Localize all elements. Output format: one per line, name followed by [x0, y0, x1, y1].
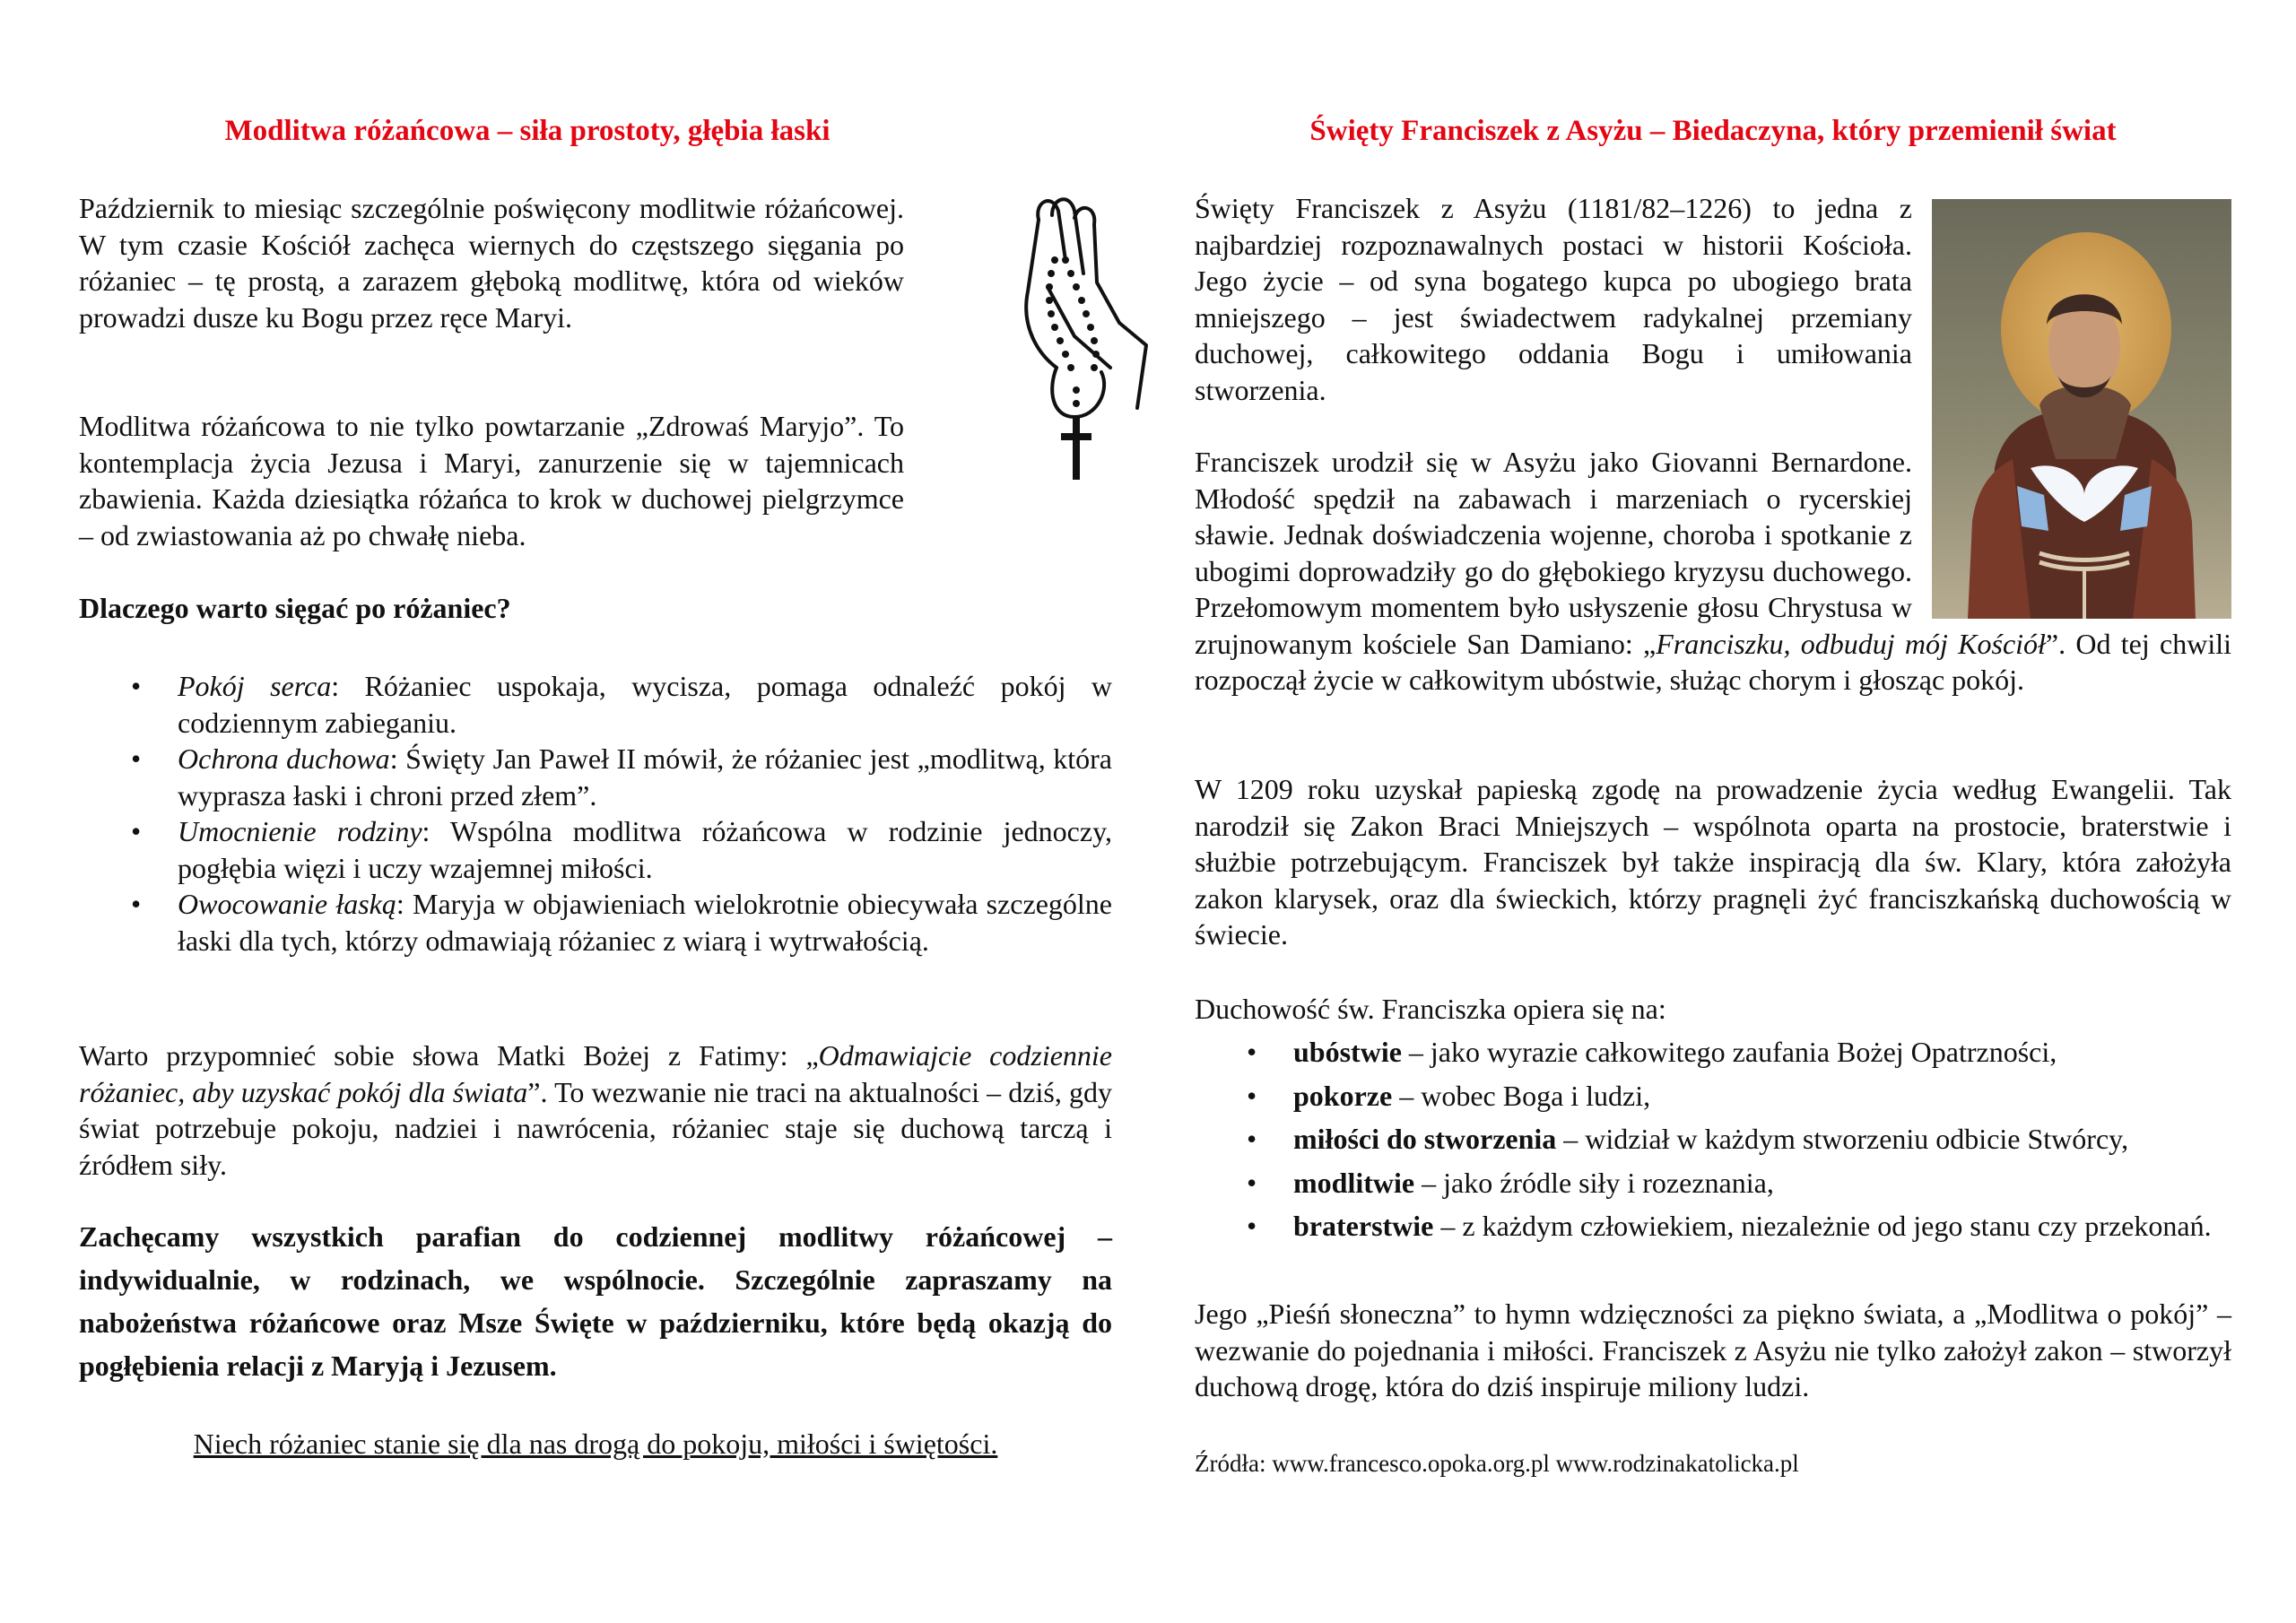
list-item-term: Umocnienie rodziny: [178, 815, 422, 847]
list-item-term: pokorze: [1293, 1079, 1393, 1112]
text-run: Warto przypomnieć sobie słowa Matki Bożej z Fatimy: „: [79, 1039, 819, 1072]
list-item: [131, 813, 1113, 886]
rosary-benefits-list: [79, 668, 1112, 959]
list-item-text: – z każdym człowiekiem, niezależnie od jego stanu czy przekonań.: [1433, 1210, 2212, 1242]
bullet-icon: •: [1247, 1210, 1257, 1242]
bullet-icon: •: [1247, 1166, 1257, 1199]
rosary-contemplation-paragraph: [79, 408, 904, 553]
text-run: ”. Od tej chwili rozpoczął życie w całkowitym ubóstwie, służąc chorym i głosząc pokój.: [1195, 627, 2231, 696]
list-item: [1247, 1034, 2231, 1071]
list-item: [1247, 1078, 2231, 1115]
fatima-paragraph: [79, 1037, 1112, 1183]
list-item-text: : Różaniec uspokaja, wycisza, pomaga odnaleźć pokój w codziennym zabieganiu.: [178, 670, 1113, 739]
list-item: [1247, 1121, 2231, 1158]
canticle-paragraph: [1195, 1296, 2231, 1405]
list-item-text: – widział w każdym stworzeniu odbicie Stwórcy,: [1556, 1123, 2129, 1155]
bullet-icon: •: [1247, 1079, 1257, 1112]
list-item: [1247, 1208, 2231, 1245]
list-item-term: Owocowanie łaską: [178, 888, 396, 920]
invitation-paragraph: [79, 1215, 1112, 1387]
fatima-quote: Odmawiajcie codziennie różaniec, aby uzyskać pokój dla świata: [79, 1039, 1113, 1108]
list-item-text: – jako wyrazie całkowitego zaufania Bożej Opatrzności,: [1401, 1036, 2057, 1068]
sources-text: Źródła: www.francesco.opoka.org.pl www.rodzinakatolicka.pl: [1195, 1450, 1799, 1477]
list-item: [1247, 1165, 2231, 1202]
paragraph-text: W 1209 roku uzyskał papieską zgodę na prowadzenie życia według Ewangelii. Tak narodził się Zakon Braci Mniejszych – wspólnota oparta na prostocie, braterstwie i służbie potrzebującym. Franciszek był także inspiracją dla św. Klary, która założyła zakon klarysek, oraz dla świeckich, którzy pragnęli żyć franciszkańską duchowością w świecie.: [1195, 773, 2231, 950]
list-item-term: miłości do stworzenia: [1293, 1123, 1557, 1155]
list-item: [131, 741, 1113, 813]
closing-text: Niech różaniec stanie się dla nas drogą do pokoju, miłości i świętości.: [193, 1428, 998, 1460]
paragraph-text: [1195, 444, 2231, 699]
san-damiano-quote: Franciszku, odbuduj mój Kościół: [1656, 627, 2046, 660]
list-item-text: : Święty Jan Paweł II mówił, że różaniec jest „modlitwą, która wyprasza łaski i chroni przed złem”.: [178, 742, 1113, 812]
francis-article-title: Święty Franciszek z Asyżu – Biedaczyna, który przemienił świat: [1309, 115, 2117, 147]
paragraph-text: Duchowość św. Franciszka opiera się na:: [1195, 993, 1666, 1025]
francis-intro-paragraph: [1195, 190, 1912, 408]
bullet-icon: •: [131, 742, 142, 775]
rosary-article-title: Modlitwa różańcowa – siła prostoty, głębia łaski: [224, 115, 831, 147]
paragraph-text: [79, 1037, 1112, 1183]
paragraph-text: Zachęcamy wszystkich parafian do codziennej modlitwy różańcowej – indywidualnie, w rodzinach, we wspólnocie. Szczególnie zapraszamy na nabożeństwa różańcowe oraz Msze Święte w październiku, które będą okazją do pogłębienia relacji z Maryją i Jezusem.: [79, 1220, 1112, 1382]
list-item-term: modlitwie: [1293, 1166, 1415, 1199]
paragraph-text: Modlitwa różańcowa to nie tylko powtarzanie „Zdrowaś Maryjo”. To kontemplacja życia Jezusa i Maryi, zanurzenie się w tajemnicach zbawienia. Każda dziesiątka różańca to krok w duchowej pielgrzymce – od zwiastowania aż po chwałę nieba.: [79, 410, 904, 551]
rosary-intro-paragraph: [79, 190, 904, 335]
bullet-icon: •: [131, 815, 142, 847]
closing-line: [79, 1426, 1112, 1462]
spirituality-intro: [1195, 991, 2231, 1028]
paragraph-text: Jego „Pieśń słoneczna” to hymn wdzięczności za piękno świata, a „Modlitwa o pokój” – wezwanie do pojednania i miłości. Franciszek z Asyżu nie tylko założył zakon – stworzył duchową drogę, która do dziś inspiruje miliony ludzi.: [1195, 1298, 2231, 1402]
praying-hands-rosary-icon: [1012, 175, 1191, 493]
francis-conversion-paragraph: [1195, 444, 2231, 699]
sources-line: [1195, 1445, 2231, 1482]
text-run: Franciszek urodził się w Asyżu jako Giovanni Bernardone. Młodość spędził na zabawach i marzeniach o rycerskiej sławie. Jednak doświadczenia wojenne, choroba i spotkanie z ubogimi doprowadziły go do głębokiego kryzysu duchowego. Przełomowym momentem było usłyszenie głosu Chrystusa w zrujnowanym kościele San Damiano: „: [1195, 446, 1912, 660]
list-item-text: – jako źródle siły i rozeznania,: [1414, 1166, 1774, 1199]
franciscan-order-paragraph: [1195, 771, 2231, 953]
paragraph-text: Październik to miesiąc szczególnie poświęcony modlitwie różańcowej. W tym czasie Kościół zachęca wiernych do częstszego sięgania po różaniec – tę prostą, a zarazem głęboką modlitwę, która od wieków prowadzi dusze ku Bogu przez ręce Maryi.: [79, 192, 904, 334]
spirituality-list: [1195, 1034, 2231, 1245]
bullet-icon: •: [131, 670, 142, 702]
image-wrap-spacer: [1912, 444, 2231, 623]
list-item-term: Ochrona duchowa: [178, 742, 390, 775]
bullet-icon: •: [1247, 1036, 1257, 1068]
list-item-term: Pokój serca: [178, 670, 332, 702]
bullet-icon: •: [1247, 1123, 1257, 1155]
list-item: [131, 668, 1113, 741]
list-item-text: : Wspólna modlitwa różańcowa w rodzinie jednoczy, pogłębia więzi i uczy wzajemnej miłości.: [178, 815, 1113, 884]
why-rosary-heading: Dlaczego warto sięgać po różaniec?: [79, 592, 511, 624]
list-item: [131, 886, 1113, 959]
bullet-icon: •: [131, 888, 142, 920]
list-item-term: braterstwie: [1293, 1210, 1434, 1242]
text-run: ”. To wezwanie nie traci na aktualności – dziś, gdy świat potrzebuje pokoju, nadziei i nawrócenia, różaniec staje się duchową tarczą i źródłem siły.: [79, 1075, 1113, 1181]
list-item-text: : Maryja w objawieniach wielokrotnie obiecywała szczególne łaski dla tych, którzy odmawiają różaniec z wiarą i wytrwałością.: [178, 888, 1113, 957]
list-item-text: – wobec Boga i ludzi,: [1392, 1079, 1651, 1112]
list-item-term: ubóstwie: [1293, 1036, 1402, 1068]
paragraph-text: Święty Franciszek z Asyżu (1181/82–1226) to jedna z najbardziej rozpoznawalnych postaci w historii Kościoła. Jego życie – od syna bogatego kupca po ubogiego brata mniejszego – jest świadectwem radykalnej przemiany duchowej, całkowitego oddania Bogu i umiłowania stworzenia.: [1195, 192, 1912, 406]
